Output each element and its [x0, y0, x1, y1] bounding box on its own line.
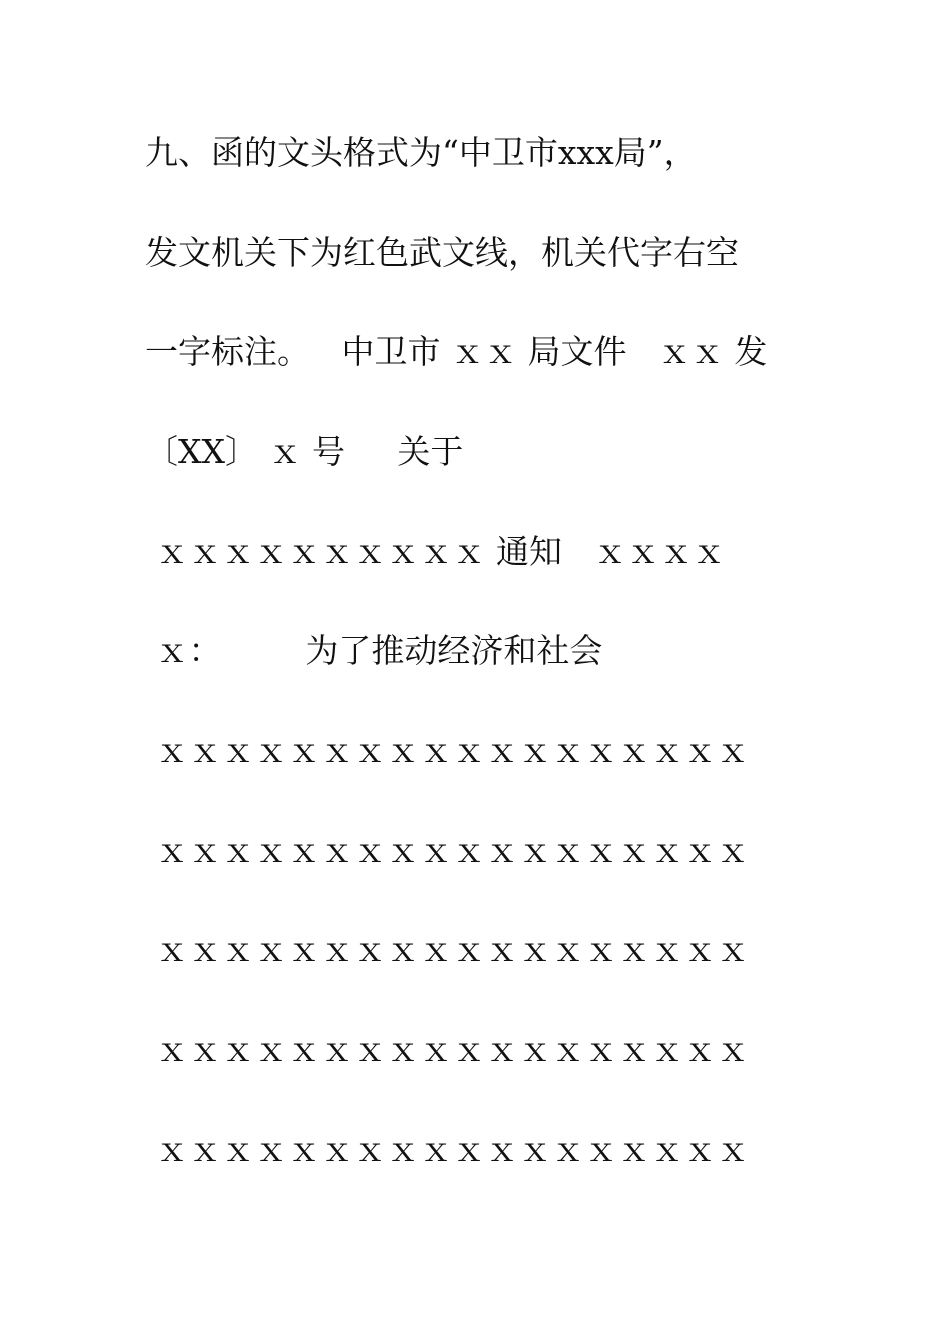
- text-line: ｘｘｘｘｘｘｘｘｘｘ 通知 ｘｘｘｘ: [145, 532, 726, 571]
- text-line: ｘ： 为了推动经济和社会: [145, 631, 603, 670]
- text-line: ｘｘｘｘｘｘｘｘｘｘｘｘｘｘｘｘｘｘ: [145, 930, 750, 969]
- text-line: 一字标注。 中卫市 ｘｘ 局文件 ｘｘ 发: [145, 332, 768, 371]
- text-line: 发文机关下为红色武文线，机关代字右空: [145, 233, 739, 272]
- text-line: ｘｘｘｘｘｘｘｘｘｘｘｘｘｘｘｘｘｘ: [145, 1130, 750, 1169]
- text-line: ｘｘｘｘｘｘｘｘｘｘｘｘｘｘｘｘｘｘ: [145, 1030, 750, 1069]
- text-line: 〔XX〕 ｘ 号 关于: [145, 432, 464, 471]
- text-line: 九、函的文头格式为“中卫市xxx局”，: [145, 133, 697, 172]
- text-line: ｘｘｘｘｘｘｘｘｘｘｘｘｘｘｘｘｘｘ: [145, 731, 750, 770]
- text-line: ｘｘｘｘｘｘｘｘｘｘｘｘｘｘｘｘｘｘ: [145, 831, 750, 870]
